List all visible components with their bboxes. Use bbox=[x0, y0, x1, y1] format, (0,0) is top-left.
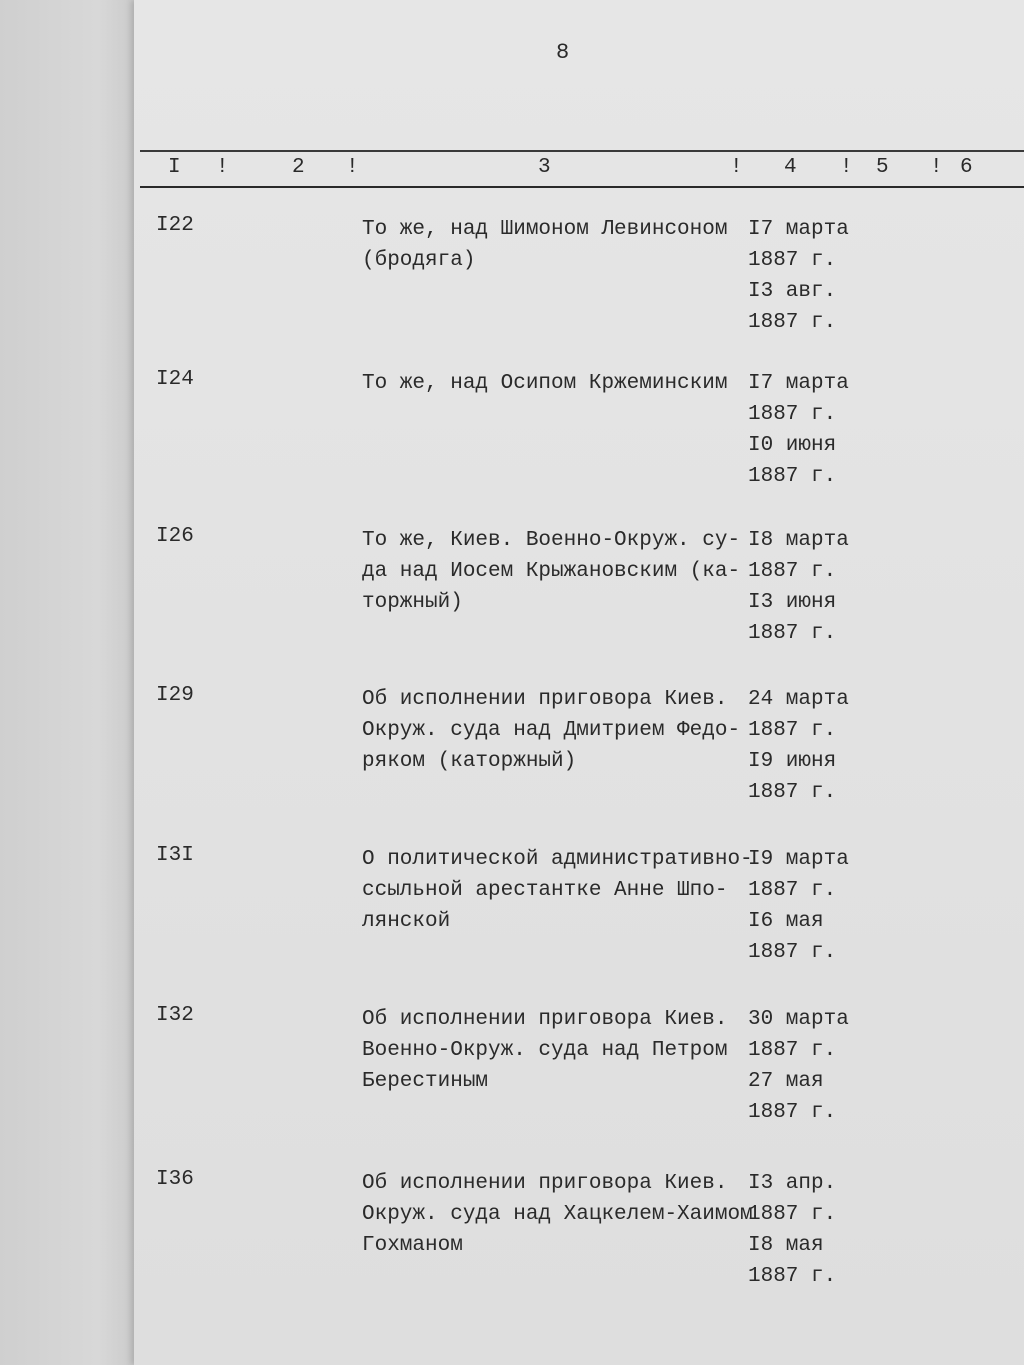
entry-number: I24 bbox=[156, 368, 194, 391]
header-separator: ! bbox=[840, 156, 853, 179]
description-line: Об исполнении приговора Киев. bbox=[362, 688, 728, 711]
description-line: ряком (каторжный) bbox=[362, 750, 577, 773]
description-line: Окруж. суда над Хацкелем-Хаимом bbox=[362, 1203, 753, 1226]
description-line: То же, Киев. Военно-Окруж. су- bbox=[362, 529, 741, 552]
entry-dates bbox=[748, 1168, 878, 1292]
description-line: торжный) bbox=[362, 591, 463, 614]
header-col-2: 2 bbox=[292, 156, 305, 179]
entry-number: I3I bbox=[156, 844, 194, 867]
start-date: I8 марта bbox=[748, 529, 849, 552]
header-col-3: 3 bbox=[538, 156, 551, 179]
end-date: I6 мая bbox=[748, 910, 824, 933]
table-header bbox=[140, 150, 1024, 188]
start-year: 1887 г. bbox=[748, 1039, 837, 1062]
table-row bbox=[0, 525, 1024, 675]
description-line: То же, над Шимоном Левинсоном bbox=[362, 218, 728, 241]
description-line: лянской bbox=[362, 910, 451, 933]
entry-dates bbox=[748, 214, 878, 338]
underlying-page bbox=[0, 0, 140, 1365]
end-date: I0 июня bbox=[748, 434, 837, 457]
entry-dates bbox=[748, 1004, 878, 1128]
description-line: Гохманом bbox=[362, 1234, 463, 1257]
description-line: (бродяга) bbox=[362, 249, 476, 272]
description-line: Берестиным bbox=[362, 1070, 489, 1093]
start-date: I3 апр. bbox=[748, 1172, 837, 1195]
entry-description bbox=[348, 1004, 748, 1097]
entry-dates bbox=[748, 525, 878, 649]
description-line: Окруж. суда над Дмитрием Федо- bbox=[362, 719, 741, 742]
description-line: Военно-Окруж. суда над Петром bbox=[362, 1039, 728, 1062]
document-page bbox=[134, 0, 1024, 1365]
header-separator: ! bbox=[730, 156, 743, 179]
start-year: 1887 г. bbox=[748, 560, 837, 583]
entry-number: I22 bbox=[156, 214, 194, 237]
start-date: I7 марта bbox=[748, 218, 849, 241]
header-separator: ! bbox=[346, 156, 359, 179]
start-date: I9 марта bbox=[748, 848, 849, 871]
start-year: 1887 г. bbox=[748, 403, 837, 426]
end-year: 1887 г. bbox=[748, 465, 837, 488]
end-date: I3 июня bbox=[748, 591, 837, 614]
table-row bbox=[0, 368, 1024, 518]
table-row bbox=[0, 1168, 1024, 1318]
entry-description bbox=[348, 368, 748, 399]
header-col-4: 4 bbox=[784, 156, 797, 179]
header-separator: ! bbox=[930, 156, 943, 179]
end-date: I9 июня bbox=[748, 750, 837, 773]
entry-number: I32 bbox=[156, 1004, 194, 1027]
end-year: 1887 г. bbox=[748, 1265, 837, 1288]
entry-description bbox=[348, 1168, 753, 1261]
table-row bbox=[0, 684, 1024, 834]
start-year: 1887 г. bbox=[748, 1203, 837, 1226]
header-col-6: 6 bbox=[960, 156, 973, 179]
entry-description bbox=[348, 844, 753, 937]
end-date: I8 мая bbox=[748, 1234, 824, 1257]
end-date: 27 мая bbox=[748, 1070, 824, 1093]
start-year: 1887 г. bbox=[748, 719, 837, 742]
start-date: 30 марта bbox=[748, 1008, 849, 1031]
description-line: О политической административно- bbox=[362, 848, 753, 871]
header-col-5: 5 bbox=[876, 156, 889, 179]
table-row bbox=[0, 214, 1024, 364]
end-year: 1887 г. bbox=[748, 941, 837, 964]
entry-description bbox=[348, 525, 748, 618]
start-year: 1887 г. bbox=[748, 879, 837, 902]
header-separator: ! bbox=[216, 156, 229, 179]
table-row bbox=[0, 844, 1024, 994]
header-col-1: I bbox=[168, 156, 181, 179]
description-line: Об исполнении приговора Киев. bbox=[362, 1008, 728, 1031]
entry-dates bbox=[748, 684, 878, 808]
end-year: 1887 г. bbox=[748, 311, 837, 334]
start-year: 1887 г. bbox=[748, 249, 837, 272]
entry-number: I36 bbox=[156, 1168, 194, 1191]
end-date: I3 авг. bbox=[748, 280, 837, 303]
entry-number: I26 bbox=[156, 525, 194, 548]
entry-description bbox=[348, 214, 748, 276]
start-date: I7 марта bbox=[748, 372, 849, 395]
entry-number: I29 bbox=[156, 684, 194, 707]
end-year: 1887 г. bbox=[748, 622, 837, 645]
description-line: Об исполнении приговора Киев. bbox=[362, 1172, 728, 1195]
start-date: 24 марта bbox=[748, 688, 849, 711]
entry-dates bbox=[748, 368, 878, 492]
entry-dates bbox=[748, 844, 878, 968]
description-line: ссыльной арестантке Анне Шпо- bbox=[362, 879, 728, 902]
page-number: 8 bbox=[556, 40, 570, 65]
end-year: 1887 г. bbox=[748, 781, 837, 804]
table-row bbox=[0, 1004, 1024, 1154]
description-line: да над Иосем Крыжановским (ка- bbox=[362, 560, 741, 583]
end-year: 1887 г. bbox=[748, 1101, 837, 1124]
description-line: То же, над Осипом Кржеминским bbox=[362, 372, 728, 395]
entry-description bbox=[348, 684, 748, 777]
